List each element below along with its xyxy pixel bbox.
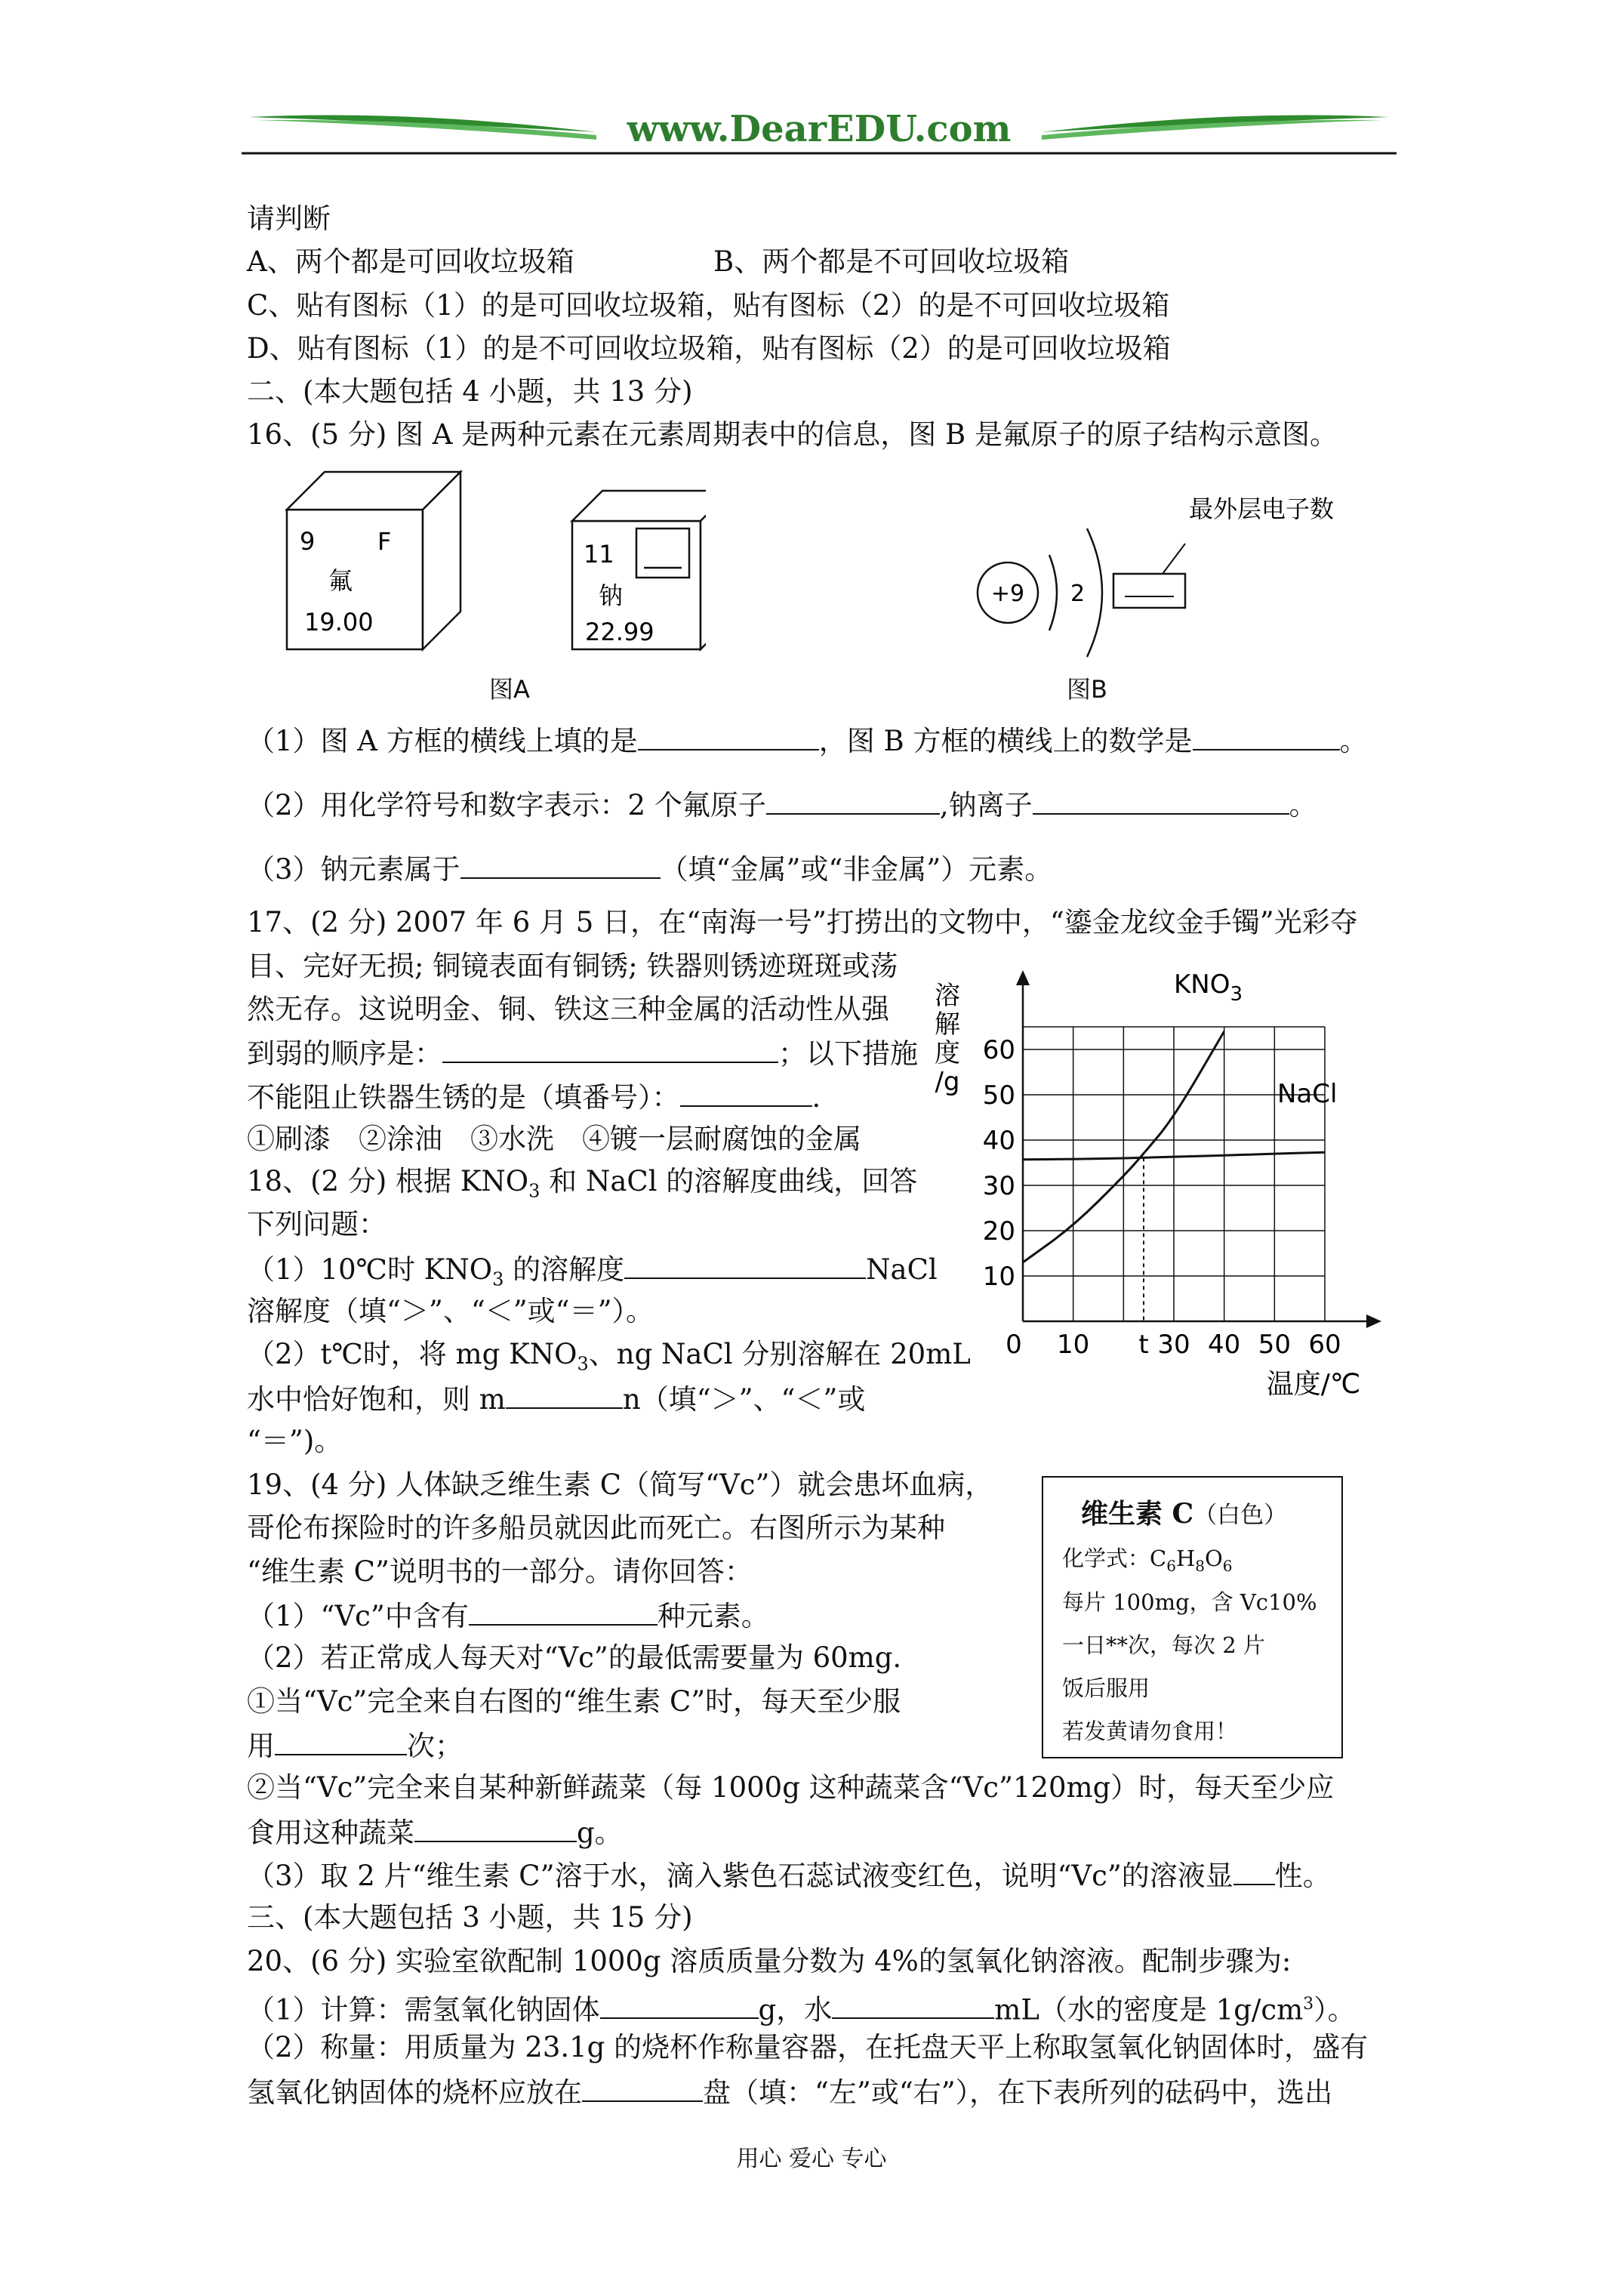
q16-part1: （1）图 A 方框的横线上填的是 ，图 B 方框的横线上的数学是 。 (247, 725, 1368, 757)
answer-blank[interactable] (1193, 723, 1340, 750)
q20-line1: 20、(6 分) 实验室欲配制 1000g 溶质质量分数为 4%的氢氧化钠溶液。配制步骤为: (247, 1945, 1292, 1977)
q18-line3: （1）10℃时 $KNO_3$ 的溶解度 NaCl (247, 1253, 938, 1290)
answer-blank[interactable] (469, 1598, 658, 1626)
formula-element: H (1175, 1546, 1196, 1571)
section3-title: 三、(本大题包括 3 小题，共 15 分) (247, 1901, 693, 1934)
vc-box-line3: 一日**次，每次 2 片 (1062, 1632, 1265, 1658)
y-axis-label-char: 解 (935, 1009, 960, 1040)
q17-line4: 到弱的顺序是： ；以下措施 (247, 1037, 918, 1070)
answer-blank[interactable] (506, 1382, 623, 1409)
q18-line7: “＝”)。 (247, 1425, 343, 1457)
x-tick-label: 0 (1006, 1330, 1022, 1360)
q15-option-c: C、贴有图标（1）的是可回收垃圾箱，贴有图标（2）的是不可回收垃圾箱 (247, 289, 1170, 322)
q17-line1: 17、(2 分) 2007 年 6 月 5 日，在“南海一号”打捞出的文物中，“鎏金龙纹金手镯”光彩夺 (247, 906, 1358, 938)
q20-line2: （1）计算：需氢氧化钠固体 g，水 mL（水的密度是 $1g/cm^3$）。 (247, 1993, 1356, 2026)
x-tick-label: 10 (1057, 1330, 1090, 1360)
answer-blank[interactable] (624, 1252, 866, 1279)
x-axis-label: 温度/℃ (1266, 1369, 1361, 1400)
x-tick-label: 30 (1157, 1330, 1190, 1360)
svg-text:22.99: 22.99 (585, 618, 654, 646)
q19-line1: 19、(4 分) 人体缺乏维生素 C（简写“Vc”）就会患坏血病， (247, 1469, 993, 1501)
answer-blank[interactable] (600, 1992, 759, 2019)
series-label-kno3: $KNO_3$ (1174, 969, 1243, 1006)
q15-option-b: B、两个都是不可回收垃圾箱 (713, 245, 1070, 278)
q19-line4: （1）“Vc”中含有 种元素。 (247, 1600, 769, 1632)
answer-blank[interactable] (832, 1992, 994, 2019)
element-cube-sodium (572, 491, 706, 649)
q15-prompt: 请判断 (247, 202, 331, 235)
q19-line10: （3）取 2 片“维生素 C”溶于水，滴入紫色石蕊试液变红色，说明“Vc”的溶液显 性。 (247, 1860, 1331, 1892)
x-tick-label: 40 (1208, 1330, 1241, 1360)
q20-line3: （2）称量：用质量为 23.1g 的烧杯作称量容器，在托盘天平上称取氢氧化钠固体时，盛有 (247, 2031, 1369, 2063)
y-axis-label-char: 溶 (935, 981, 960, 1011)
answer-blank[interactable] (1033, 787, 1289, 815)
series-label-subscript: 3 (1230, 983, 1243, 1006)
x-axis-arrow (1366, 1314, 1381, 1328)
blank-outer-box (1113, 574, 1185, 608)
q17-line5: 不能阻止铁器生锈的是（填番号）： . (247, 1081, 821, 1114)
q19-line5: （2）若正常成人每天对“Vc”的最低需要量为 60mg. (247, 1641, 902, 1674)
q19-line9: 食用这种蔬菜 g。 (247, 1817, 623, 1849)
q17-line6: ①刷漆 ②涂油 ③水洗 ④镀一层耐腐蚀的金属 (247, 1123, 861, 1155)
section2-title: 二、(本大题包括 4 小题，共 13 分) (247, 375, 693, 408)
answer-blank[interactable] (638, 723, 819, 750)
answer-blank[interactable] (414, 1815, 577, 1842)
q16-part3: （3）钠元素属于 （填“金属”或“非金属”）元素。 (247, 853, 1053, 886)
q15-option-a: A、两个都是可回收垃圾箱 (247, 245, 574, 278)
x-tick-label: 60 (1308, 1330, 1341, 1360)
svg-text:氟: 氟 (328, 566, 353, 595)
q18-line6: 水中恰好饱和，则 m n（填“＞”、“＜”或 (247, 1383, 866, 1416)
q16-stem: 16、(5 分) 图 A 是两种元素在元素周期表中的信息，图 B 是氟原子的原子结构示意图。 (247, 418, 1338, 451)
series-label-nacl: NaCl (1277, 1079, 1338, 1109)
answer-blank[interactable] (460, 852, 661, 879)
x-tick-label: t (1138, 1330, 1149, 1360)
q18-line4: 溶解度（填“＞”、“＜”或“＝”）。 (247, 1295, 654, 1327)
svg-text:11: 11 (584, 540, 614, 569)
y-tick-label: 20 (982, 1216, 1015, 1247)
element-cube-fluorine (287, 472, 460, 649)
formula-subscript: 6 (1166, 1556, 1176, 1575)
vitamin-c-label-box (1042, 1476, 1343, 1758)
formula-subscript: 8 (1195, 1556, 1205, 1575)
q15-option-d: D、贴有图标（1）的是不可回收垃圾箱，贴有图标（2）的是可回收垃圾箱 (247, 332, 1171, 365)
vc-box-title: 维生素 C（白色） (1081, 1498, 1288, 1530)
answer-blank[interactable] (582, 2075, 703, 2102)
q19-line3: “维生素 C”说明书的一部分。请你回答： (247, 1555, 753, 1588)
q17-line3: 然无存。这说明金、铜、铁这三种金属的活动性从强 (247, 993, 889, 1025)
x-tick-label: 50 (1258, 1330, 1291, 1360)
q19-line6: ①当“Vc”完全来自右图的“维生素 C”时，每天至少服 (247, 1685, 901, 1718)
answer-blank[interactable] (680, 1080, 812, 1107)
svg-text:钠: 钠 (599, 581, 624, 610)
q18-line2: 下列问题： (247, 1208, 387, 1240)
svg-text:9: 9 (300, 527, 316, 556)
answer-blank[interactable] (766, 787, 940, 815)
logo-text: www.DearEDU.com (627, 108, 1012, 150)
header-logo (242, 102, 1397, 162)
y-tick-label: 50 (982, 1080, 1015, 1111)
y-axis-arrow (1016, 970, 1030, 985)
figure-b-atom (966, 483, 1374, 664)
svg-text:+9: +9 (990, 581, 1025, 607)
q19-line8: ②当“Vc”完全来自某种新鲜蔬菜（每 1000g 这种蔬菜含“Vc”120mg）时，每天至少应 (247, 1771, 1335, 1804)
y-tick-label: 40 (982, 1126, 1015, 1156)
y-tick-label: 60 (982, 1035, 1015, 1065)
vc-box-formula: 化学式：$C_6H_8O_6$ (1062, 1546, 1233, 1575)
formula-subscript: 6 (1222, 1556, 1233, 1575)
formula-element: O (1204, 1546, 1223, 1571)
q18-line5: （2）t℃时，将 mg $KNO_3$、ng NaCl 分别溶解在 20mL (247, 1338, 971, 1375)
footer-motto: 用心 爱心 专心 (736, 2146, 887, 2172)
answer-blank[interactable] (442, 1036, 778, 1063)
callout-outer-electrons: 最外层电子数 (1189, 495, 1335, 523)
q16-part2: （2）用化学符号和数字表示：2 个氟原子 ,钠离子 。 (247, 789, 1317, 821)
q17-line2: 目、完好无损; 铜镜表面有铜锈; 铁器则锈迹斑斑或荡 (247, 950, 898, 982)
y-tick-label: 30 (982, 1171, 1015, 1201)
q19-line7: 用 次； (247, 1730, 463, 1762)
vc-box-line4: 饭后服用 (1062, 1675, 1150, 1701)
y-axis-label-char: /g (935, 1067, 960, 1097)
figure-b-caption: 图B (1067, 675, 1107, 704)
vc-box-line2: 每片 100mg，含 Vc10% (1062, 1589, 1317, 1615)
q18-line1: 18、(2 分) 根据 $KNO_3$ 和 NaCl 的溶解度曲线，回答 (247, 1165, 918, 1202)
formula-element: C (1150, 1546, 1167, 1571)
q19-line2: 哥伦布探险时的许多船员就因此而死亡。右图所示为某种 (247, 1512, 945, 1544)
figure-a-caption: 图A (489, 675, 530, 704)
svg-text:19.00: 19.00 (304, 608, 374, 636)
answer-blank[interactable] (275, 1728, 407, 1755)
svg-text:F: F (377, 527, 392, 556)
svg-text:2: 2 (1070, 581, 1086, 607)
solubility-chart (929, 959, 1404, 1404)
vc-box-line5: 若发黄请勿食用！ (1062, 1718, 1238, 1744)
q20-line4: 氢氧化钠固体的烧杯应放在 盘（填：“左”或“右”），在下表所列的砝码中，选出 (247, 2076, 1333, 2109)
answer-blank[interactable] (1233, 1858, 1275, 1885)
y-axis-label-char: 度 (935, 1038, 960, 1068)
y-tick-label: 10 (982, 1262, 1015, 1292)
